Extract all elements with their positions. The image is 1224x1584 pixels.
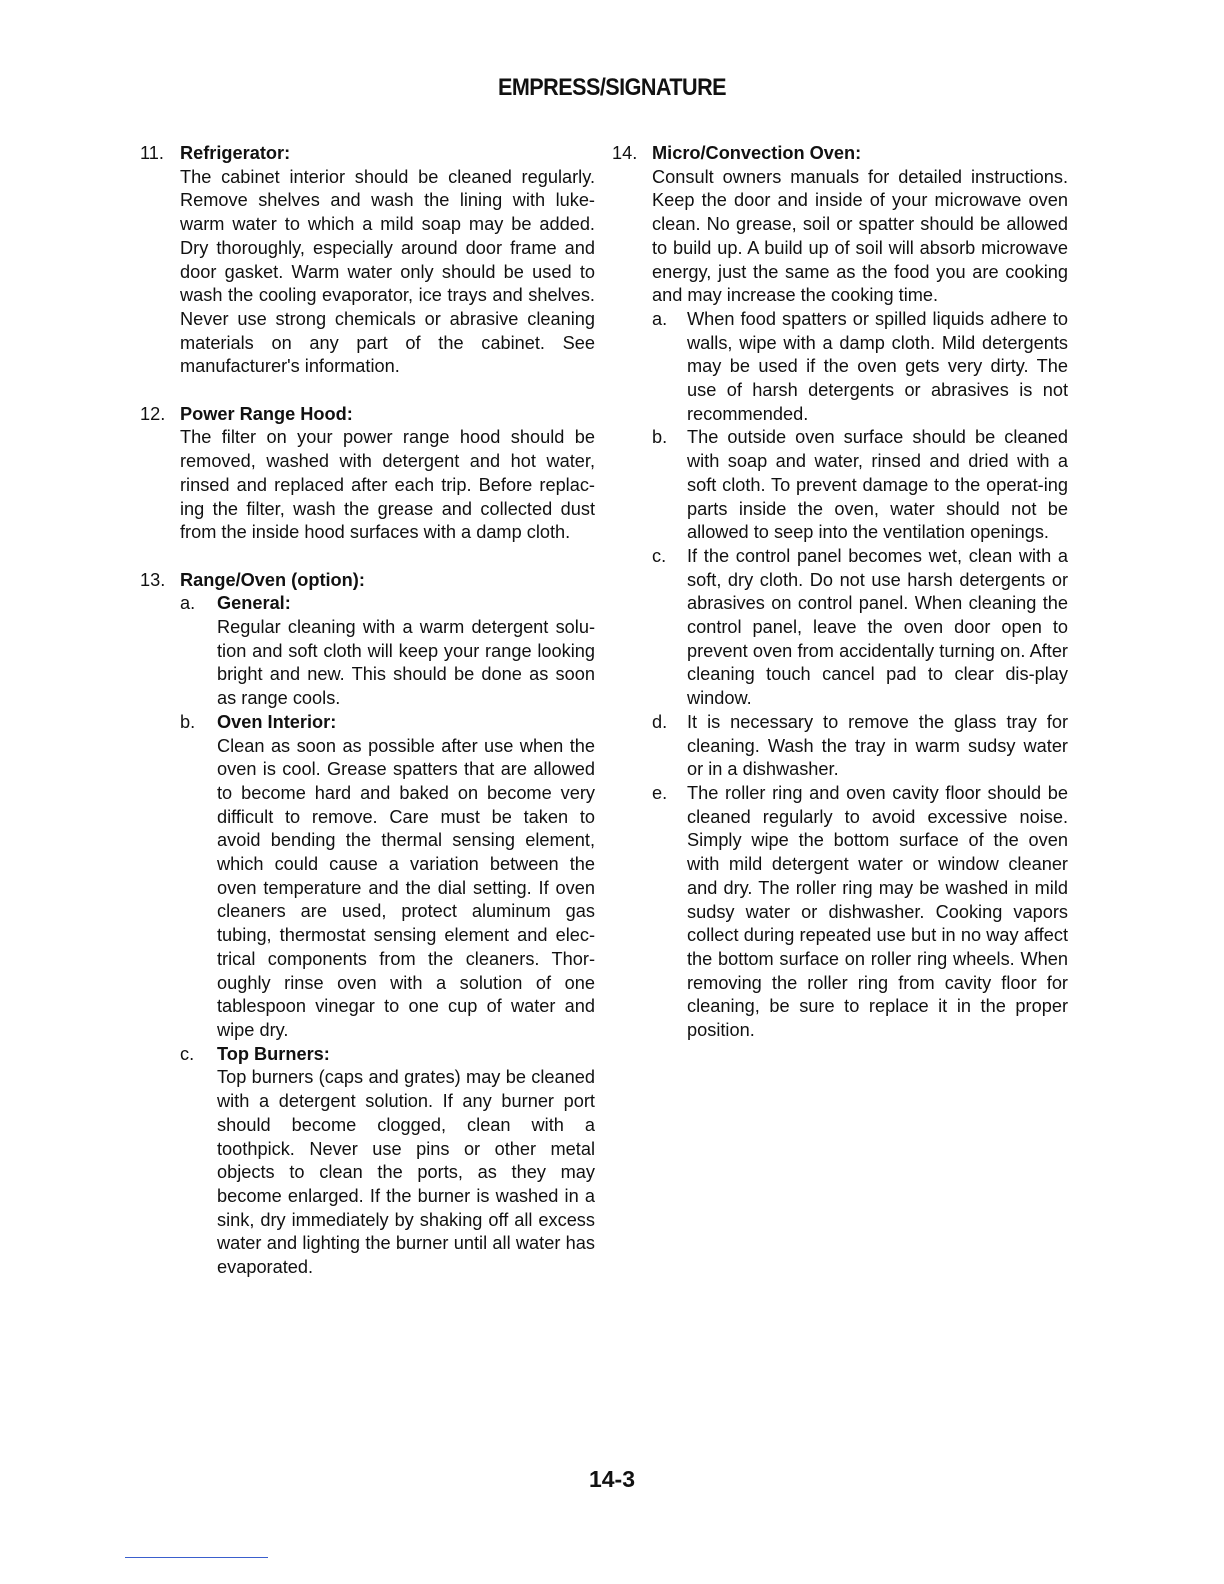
section-number: 14. xyxy=(612,143,638,163)
item-letter: b. xyxy=(652,427,668,448)
item-letter: d. xyxy=(652,711,668,732)
section-title: Refrigerator: xyxy=(180,143,291,163)
subsection-general xyxy=(180,592,595,711)
list-item xyxy=(652,711,1068,782)
subsection-text: Top burners (caps and grates) may be cleaned with a detergent solution. If any burner port should become clogged, clean with a toothpick. Never use pins or other metal objects to clean the ports, as they may become enlarged. If the burner is washed in a sink, dry immediately by shaking off all excess water and lighting the burner until all water has evaporated. xyxy=(217,1067,595,1278)
section-refrigerator xyxy=(140,142,595,379)
section-range-oven xyxy=(140,569,595,1280)
subsection-title: General: xyxy=(217,593,291,614)
section-title: Power Range Hood: xyxy=(180,403,353,424)
item-text: The roller ring and oven cavity floor should be cleaned regularly to avoid excessive noise. Simply wipe the bottom surface of the oven with mild detergent water or window cleaner and dry. The roller ring may be washed in mild sudsy water or dishwasher. Cooking vapors collect during repeated use but in no way affect the bottom surface on roller ring wheels. When removing the roller ring from cavity floor for cleaning, be sure to replace it in the proper position. xyxy=(687,782,1068,1041)
subsection-letter: c. xyxy=(180,1043,195,1064)
left-column xyxy=(140,142,595,1280)
right-column xyxy=(612,142,1068,1043)
section-title: Range/Oven (option): xyxy=(180,569,365,590)
item-letter: e. xyxy=(652,782,668,803)
list-item xyxy=(652,545,1068,711)
section-number: 12. xyxy=(140,403,166,424)
section-intro: Consult owners manuals for detailed instructions. Keep the door and inside of your microwave oven clean. No grease, soil or spatter should be allowed to build up. A build up of soil will absorb microwave energy, just the same as the food you are cooking and may increase the cooking time. xyxy=(652,166,1068,306)
subsection-oven-interior xyxy=(180,711,595,1043)
subsection-top-burners xyxy=(180,1043,595,1280)
page-number: 14-3 xyxy=(588,1466,636,1492)
item-text: The outside oven surface should be cleaned with soap and water, rinsed and dried with a soft cloth. To prevent damage to the operat-ing parts inside the oven, water should not be allowed to seep into the ventilation openings. xyxy=(687,427,1068,543)
section-number: 11. xyxy=(140,143,164,163)
subsection-title: Top Burners: xyxy=(217,1043,330,1064)
section-micro-convection-oven xyxy=(612,142,1068,1043)
section-title: Micro/Convection Oven: xyxy=(652,143,862,163)
page-header: EMPRESS/SIGNATURE xyxy=(497,74,727,101)
subsection-title: Oven Interior: xyxy=(217,711,337,732)
subsection-text: Regular cleaning with a warm detergent solu-tion and soft cloth will keep your range looking bright and new. This should be done as soon as range cools. xyxy=(217,617,595,709)
section-power-range-hood xyxy=(140,403,595,545)
list-item xyxy=(652,426,1068,545)
item-letter: a. xyxy=(652,308,668,329)
section-text: The cabinet interior should be cleaned regularly. Remove shelves and wash the lining with luke-warm water to which a mild soap may be added. Dry thoroughly, especially around door frame and door gasket. Warm water only should be used to wash the cooling evaporator, ice trays and shelves. Never use strong chemicals or abrasive cleaning materials on any part of the cabinet. See manufacturer's information. xyxy=(180,166,595,377)
subsection-text: Clean as soon as possible after use when the oven is cool. Grease spatters that are allowed to become hard and baked on become very difficult to remove. Care must be taken to avoid bending the thermal sensing element, which could cause a variation between the oven temperature and the dial setting. If oven cleaners are used, protect aluminum gas tubing, thermostat sensing element and elec-trical components from the cleaners. Thor-oughly rinse oven with a solution of one tablespoon vinegar to one cup of water and wipe dry. xyxy=(217,735,595,1040)
item-text: If the control panel becomes wet, clean with a soft, dry cloth. Do not use harsh detergents or abrasives on control panel. When cleaning the control panel, leave the oven door open to prevent oven from accidentally turning on. After cleaning touch cancel pad to clear dis-play window. xyxy=(687,545,1068,709)
list-item xyxy=(652,782,1068,1043)
item-letter: c. xyxy=(652,545,667,566)
section-number: 13. xyxy=(140,569,166,590)
subsection-letter: b. xyxy=(180,711,196,732)
item-text: It is necessary to remove the glass tray for cleaning. Wash the tray in warm sudsy water or in a dishwasher. xyxy=(687,711,1068,780)
subsection-letter: a. xyxy=(180,593,196,614)
item-text: When food spatters or spilled liquids adhere to walls, wipe with a damp cloth. Mild detergents may be used if the oven gets very dirty. The use of harsh detergents or abrasives is not recommended. xyxy=(687,308,1068,424)
bottom-rule xyxy=(125,1557,268,1558)
list-item xyxy=(652,308,1068,427)
section-text: The filter on your power range hood should be removed, washed with detergent and hot water, rinsed and replaced after each trip. Before replac-ing the filter, wash the grease and collected dust from the inside hood surfaces with a damp cloth. xyxy=(180,427,595,543)
